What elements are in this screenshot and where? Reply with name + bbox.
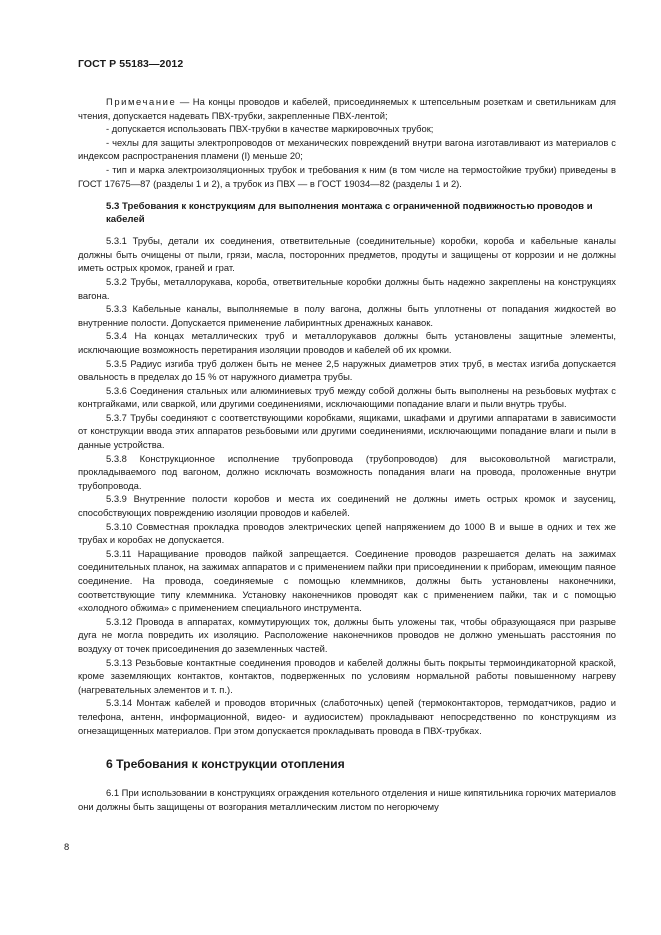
note-label: Примечание	[106, 96, 177, 107]
paragraph: 6.1 При использовании в конструкциях ограждения котельного отделения и нише кипятильника горючих материалов они должны быть защищены от возгорания металлическим листом по негорючему	[78, 787, 616, 812]
section-heading: 5.3 Требования к конструкциям для выполнения монтажа с ограниченной подвижностью проводов и кабелей	[106, 201, 593, 226]
bullet-item: - тип и марка электроизоляционных трубок и требования к ним (в том числе на термостойкие трубки) приведены в ГОСТ 17675—87 (разделы 1 и 2), а трубок из ПВХ — в ГОСТ 19034—82 (разделы 1 и 2).	[78, 163, 616, 189]
note-paragraph	[78, 95, 616, 122]
paragraph: 5.3.12 Провода в аппаратах, коммутирующих ток, должны быть уложены так, чтобы образующаяся при разрыве дуга не могла повредить их изоляцию. Расположение наконечников проводов не должно уменьшать расстояния по воздуху от точек присоединения до заземленных частей.	[78, 615, 616, 654]
page-number: 8	[64, 841, 70, 852]
paragraph: 5.3.3 Кабельные каналы, выполняемые в полу вагона, должны быть уплотнены от попадания жидкостей во внутренние полости. Допускается применение лабиринтных дренажных канавок.	[78, 303, 616, 328]
bullet-item: - допускается использовать ПВХ-трубки в качестве маркировочных трубок;	[106, 123, 434, 135]
paragraph: 5.3.4 На концах металлических труб и металлорукавов должны быть установлены защитные элементы, исключающие возможность перетирания изоляции проводов и кабелей об их кромки.	[78, 330, 616, 355]
paragraph: 5.3.14 Монтаж кабелей и проводов вторичных (слаботочных) цепей (термоконтакторов, термодатчиков, радио и телефона, антенн, информационной, видео- и аудиосистем) прокладывают непосредственно по конструкциям из огнезащищенных материалов. При этом допускается прокладывать провода в ПВХ-трубках.	[78, 697, 616, 736]
paragraph: 5.3.7 Трубы соединяют с соответствующими коробками, ящиками, шкафами и другими аппаратами в зависимости от конструкции ввода этих аппаратов резьбовыми или другими соединениями, исключающими попадание влаги и пыли в данные устройства.	[78, 411, 616, 451]
paragraph: 5.3.11 Наращивание проводов пайкой запрещается. Соединение проводов разрешается делать на зажимах соединительных планок, на зажимах аппаратов и с применением пайки при присоединении к приборам, имеющим паяное соединение. На провода, соединяемые с помощью клеммников, должны быть установлены наконечники, соответствующие типу клеммника. Установку наконечников проводят как с применением пайки, так и с помощью «холодного обжима» с применением специального инструмента.	[78, 547, 616, 614]
paragraph: 5.3.10 Совместная прокладка проводов электрических цепей напряжением до 1000 В и выше в одних и тех же трубах и коробах не допускается.	[78, 520, 616, 546]
note-text: — На концы проводов и кабелей, присоединяемых к штепсельным розеткам и светильникам для чтения, допускается надевать ПВХ-трубки, закрепленные ПВХ-лентой;	[78, 96, 616, 121]
bullet-item: - чехлы для защиты электропроводов от механических повреждений внутри вагона изготавливают из материалов с индексом распространения пламени (I) меньше 20;	[78, 136, 616, 162]
chapter-heading: 6 Требования к конструкции отопления	[106, 757, 345, 772]
paragraph: 5.3.5 Радиус изгиба труб должен быть не менее 2,5 наружных диаметров этих труб, в местах изгиба допускается овальность в пределах до 15 % от наружного диаметра трубы.	[78, 357, 616, 383]
document-header: ГОСТ Р 55183—2012	[78, 58, 184, 70]
paragraph: 5.3.9 Внутренние полости коробов и места их соединений не должны иметь острых кромок и заусениц, способствующих повреждению изоляции проводов и кабелей.	[78, 493, 616, 519]
paragraph: 5.3.13 Резьбовые контактные соединения проводов и кабелей должны быть покрыты термоиндикаторной краской, кроме заземляющих контактов, контактов, подверженных по условиям нормальной работы повышенному нагреву (нагревательных элементов и т. п.).	[78, 656, 616, 695]
paragraph: 5.3.6 Соединения стальных или алюминиевых труб между собой должны быть выполнены на резьбовых муфтах с контргайками, или сваркой, или другими соединениями, исключающими попадание влаги и пыли внутрь трубы.	[78, 384, 616, 410]
document-page	[78, 58, 616, 813]
paragraph: 5.3.2 Трубы, металлорукава, короба, ответвительные коробки должны быть надежно закреплены на конструкциях вагона.	[78, 275, 616, 301]
paragraph: 5.3.1 Трубы, детали их соединения, ответвительные (соединительные) коробки, короба и кабельные каналы должны быть очищены от пыли, грязи, масла, посторонних предметов, продуты и защищены от коррозии и не должны иметь острых кромок, граней и грат.	[78, 235, 616, 274]
paragraph: 5.3.8 Конструкционное исполнение трубопровода (трубопроводов) для высоковольтной магистрали, прокладываемого под вагоном, должно исключать возможность попадания влаги на провода, проложенные внутри трубопровода.	[78, 452, 616, 491]
